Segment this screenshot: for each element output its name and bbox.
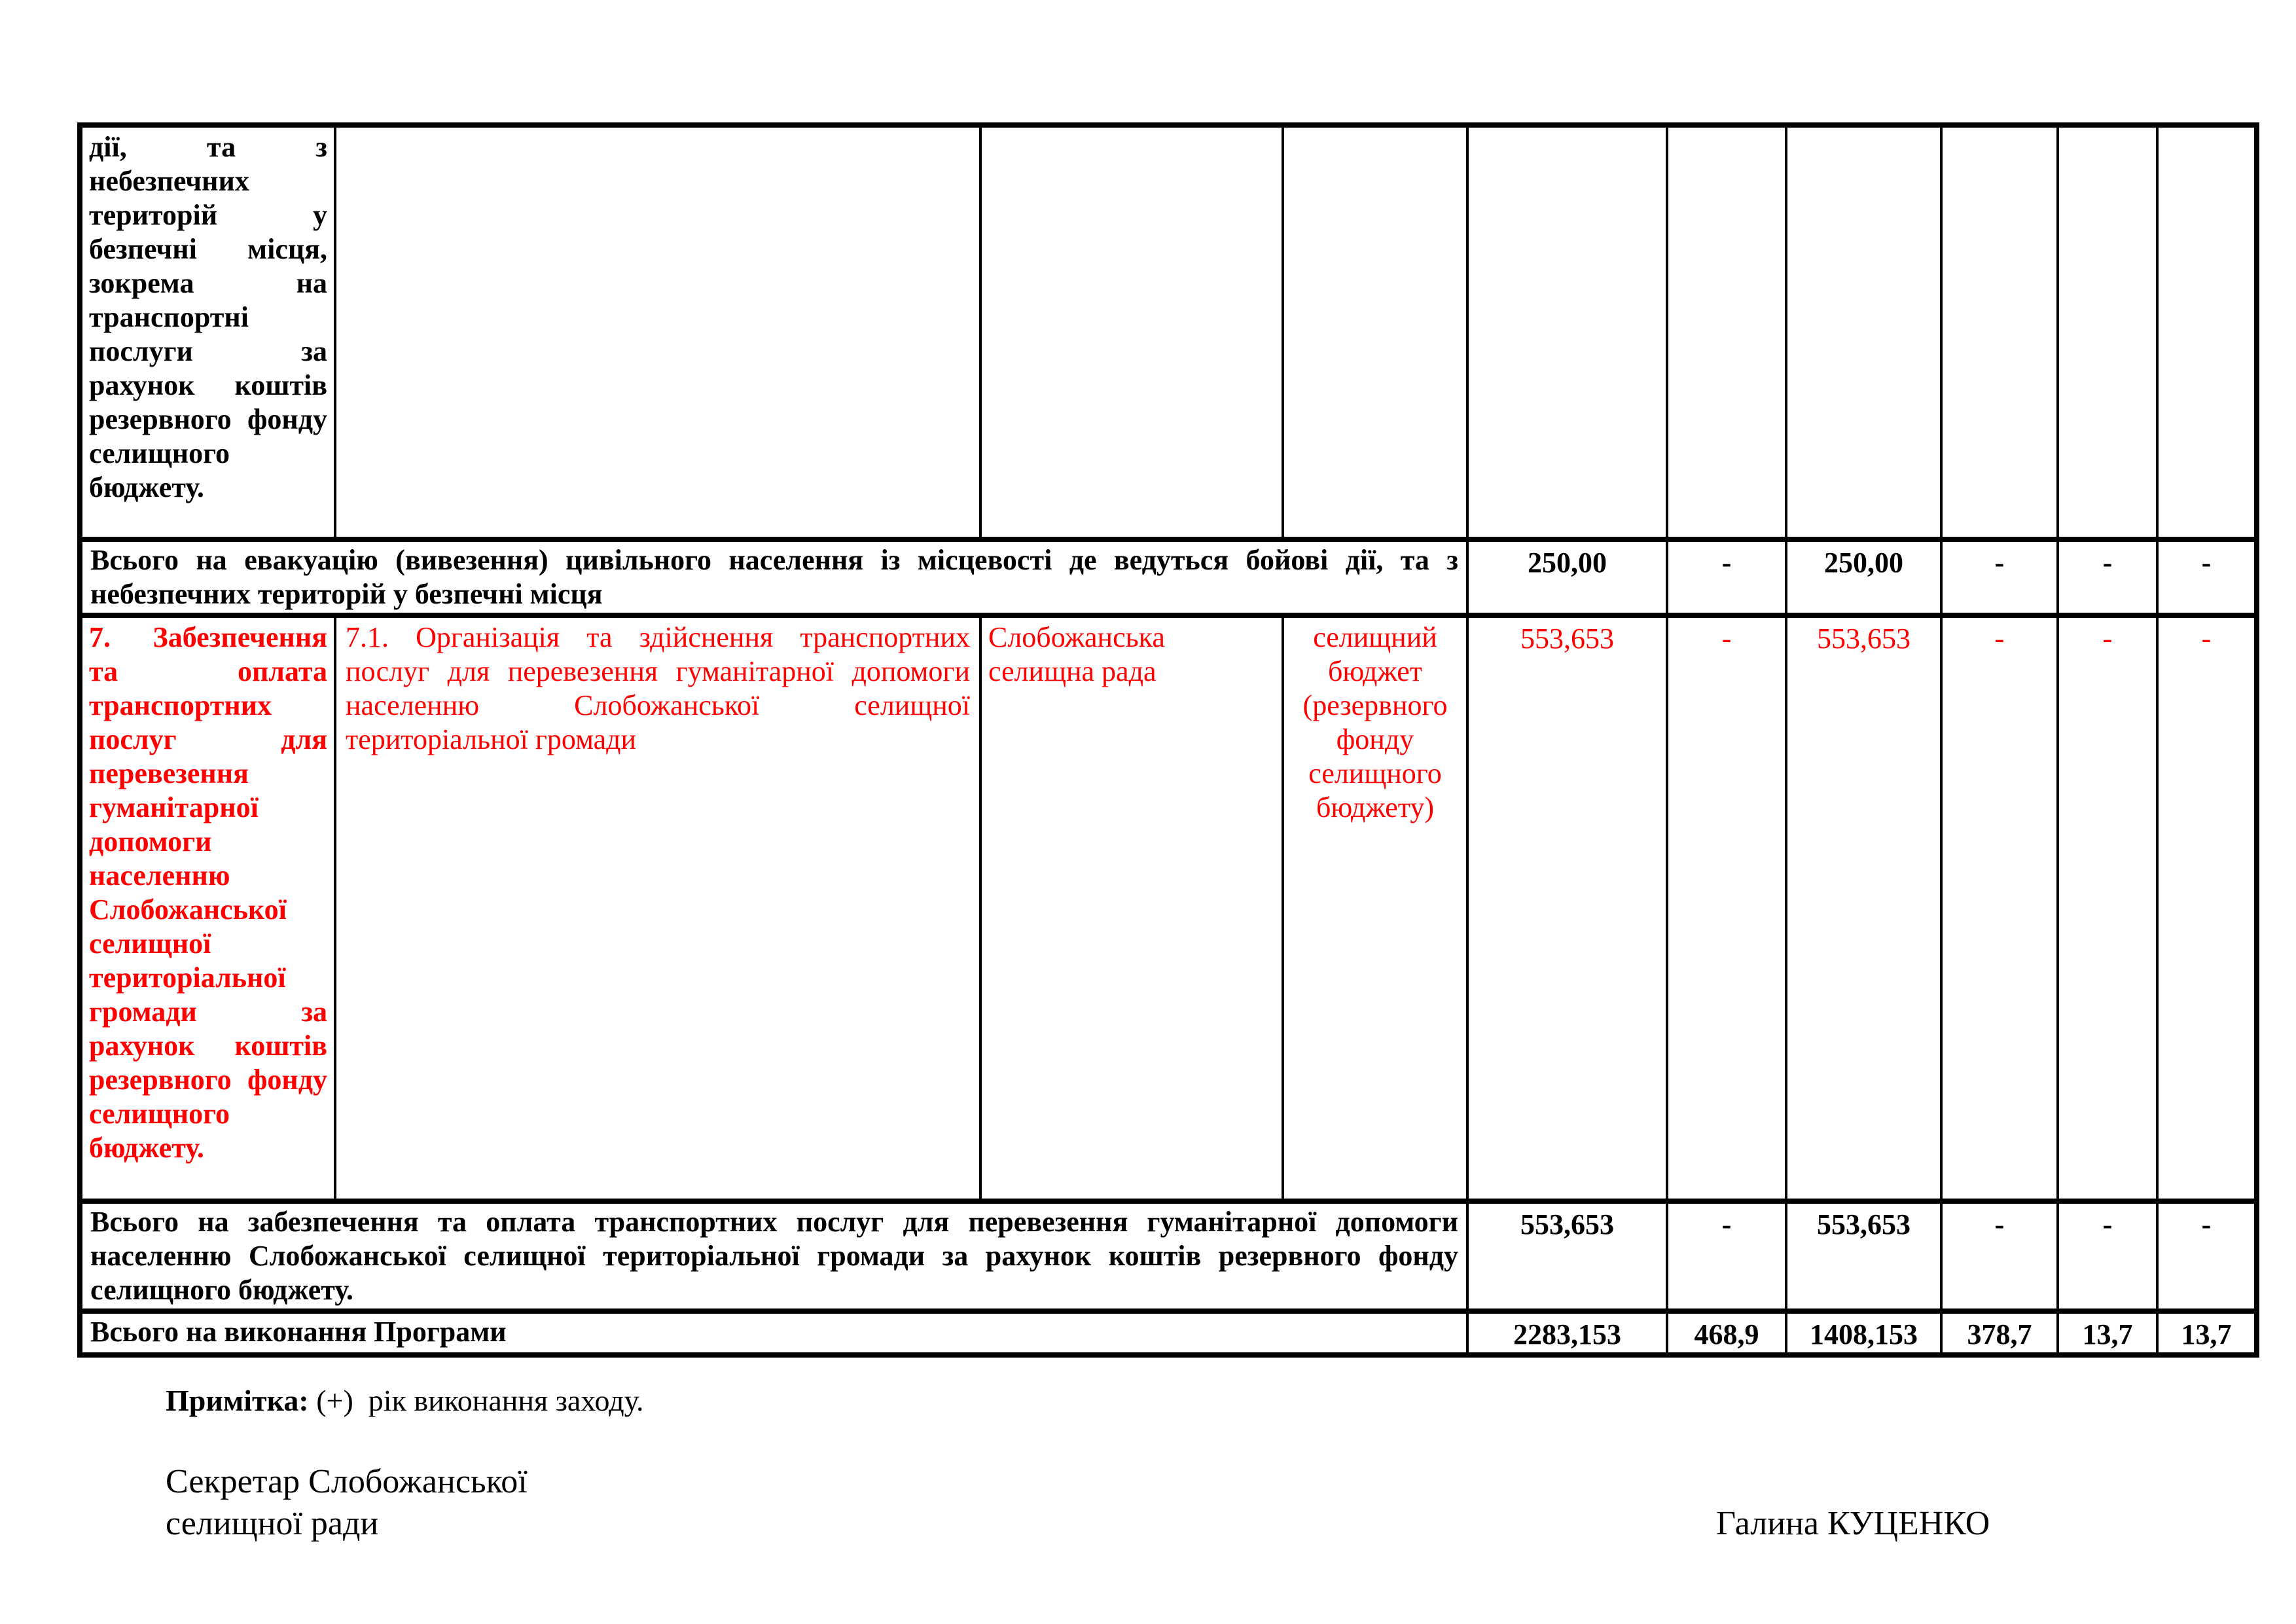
- value-cell: 2283,153: [1467, 1311, 1667, 1355]
- value-cell: -: [2058, 615, 2157, 1201]
- value-cell: 378,7: [1941, 1311, 2058, 1355]
- note-label: Примітка:: [166, 1384, 309, 1417]
- empty-cell: [1786, 125, 1941, 539]
- goal-cell: 7. Забезпечення та оплата транспортних послуг для перевезення гуманітарної допомоги населенню Слобожанської селищної територіальної громади за рахунок коштів резервного фонду селищного бюджету.: [80, 615, 335, 1201]
- empty-cell: [1467, 125, 1667, 539]
- empty-cell: [335, 125, 980, 539]
- value-cell: -: [1941, 1201, 2058, 1311]
- value-cell: -: [2157, 615, 2257, 1201]
- value-cell: -: [1941, 539, 2058, 615]
- value-cell: 553,653: [1467, 1201, 1667, 1311]
- empty-cell: [2157, 125, 2257, 539]
- total-evacuation-row: [80, 539, 2257, 615]
- value-cell: -: [2157, 1201, 2257, 1311]
- value-cell: 553,653: [1467, 615, 1667, 1201]
- empty-cell: [1283, 125, 1467, 539]
- program-total-row: [80, 1311, 2257, 1355]
- value-cell: -: [2058, 1201, 2157, 1311]
- signature-role-line2: селищної ради: [166, 1505, 379, 1542]
- signature-role-line1: Секретар Слобожанської: [166, 1463, 528, 1500]
- goal-continuation-cell: дії, та з небезпечних територій у безпечні місця, зокрема на транспортні послуги за рахунок коштів резервного фонду селищного бюджету.: [80, 125, 335, 539]
- value-cell: 1408,153: [1786, 1311, 1941, 1355]
- value-cell: -: [1667, 539, 1786, 615]
- measure-cell: 7.1. Організація та здійснення транспортних послуг для перевезення гуманітарної допомоги населенню Слобожанської селищної територіальної громади: [335, 615, 980, 1201]
- funding-source-cell: селищний бюджет (резервного фонду селищного бюджету): [1283, 615, 1467, 1201]
- continuation-row: [80, 125, 2257, 539]
- note-text: (+) рік виконання заходу.: [308, 1384, 644, 1417]
- program-measures-table: [77, 122, 2259, 1358]
- executor-cell: Слобожанська селищна рада: [980, 615, 1283, 1201]
- value-cell: -: [1941, 615, 2058, 1201]
- value-cell: -: [1667, 1201, 1786, 1311]
- value-cell: 13,7: [2157, 1311, 2257, 1355]
- value-cell: 250,00: [1786, 539, 1941, 615]
- empty-cell: [2058, 125, 2157, 539]
- total-evacuation-label-cell: Всього на евакуацію (вивезення) цивільного населення із місцевості де ведуться бойові дії, та з небезпечних територій у безпечні місця: [80, 539, 1467, 615]
- total-transport-row: [80, 1201, 2257, 1311]
- value-cell: 250,00: [1467, 539, 1667, 615]
- value-cell: 553,653: [1786, 1201, 1941, 1311]
- value-cell: 468,9: [1667, 1311, 1786, 1355]
- value-cell: -: [2058, 539, 2157, 615]
- value-cell: 13,7: [2058, 1311, 2157, 1355]
- value-cell: 553,653: [1786, 615, 1941, 1201]
- total-transport-label-cell: Всього на забезпечення та оплата транспортних послуг для перевезення гуманітарної допомоги населенню Слобожанської селищної територіальної громади за рахунок коштів резервного фонду селищного бюджету.: [80, 1201, 1467, 1311]
- empty-cell: [980, 125, 1283, 539]
- empty-cell: [1667, 125, 1786, 539]
- signature-name: Галина КУЦЕНКО: [1716, 1505, 1990, 1542]
- value-cell: -: [2157, 539, 2257, 615]
- note: [166, 1382, 644, 1419]
- program-total-label-cell: Всього на виконання Програми: [80, 1311, 1467, 1355]
- empty-cell: [1941, 125, 2058, 539]
- measure-7-row: [80, 615, 2257, 1201]
- value-cell: -: [1667, 615, 1786, 1201]
- signature-role: [166, 1461, 528, 1545]
